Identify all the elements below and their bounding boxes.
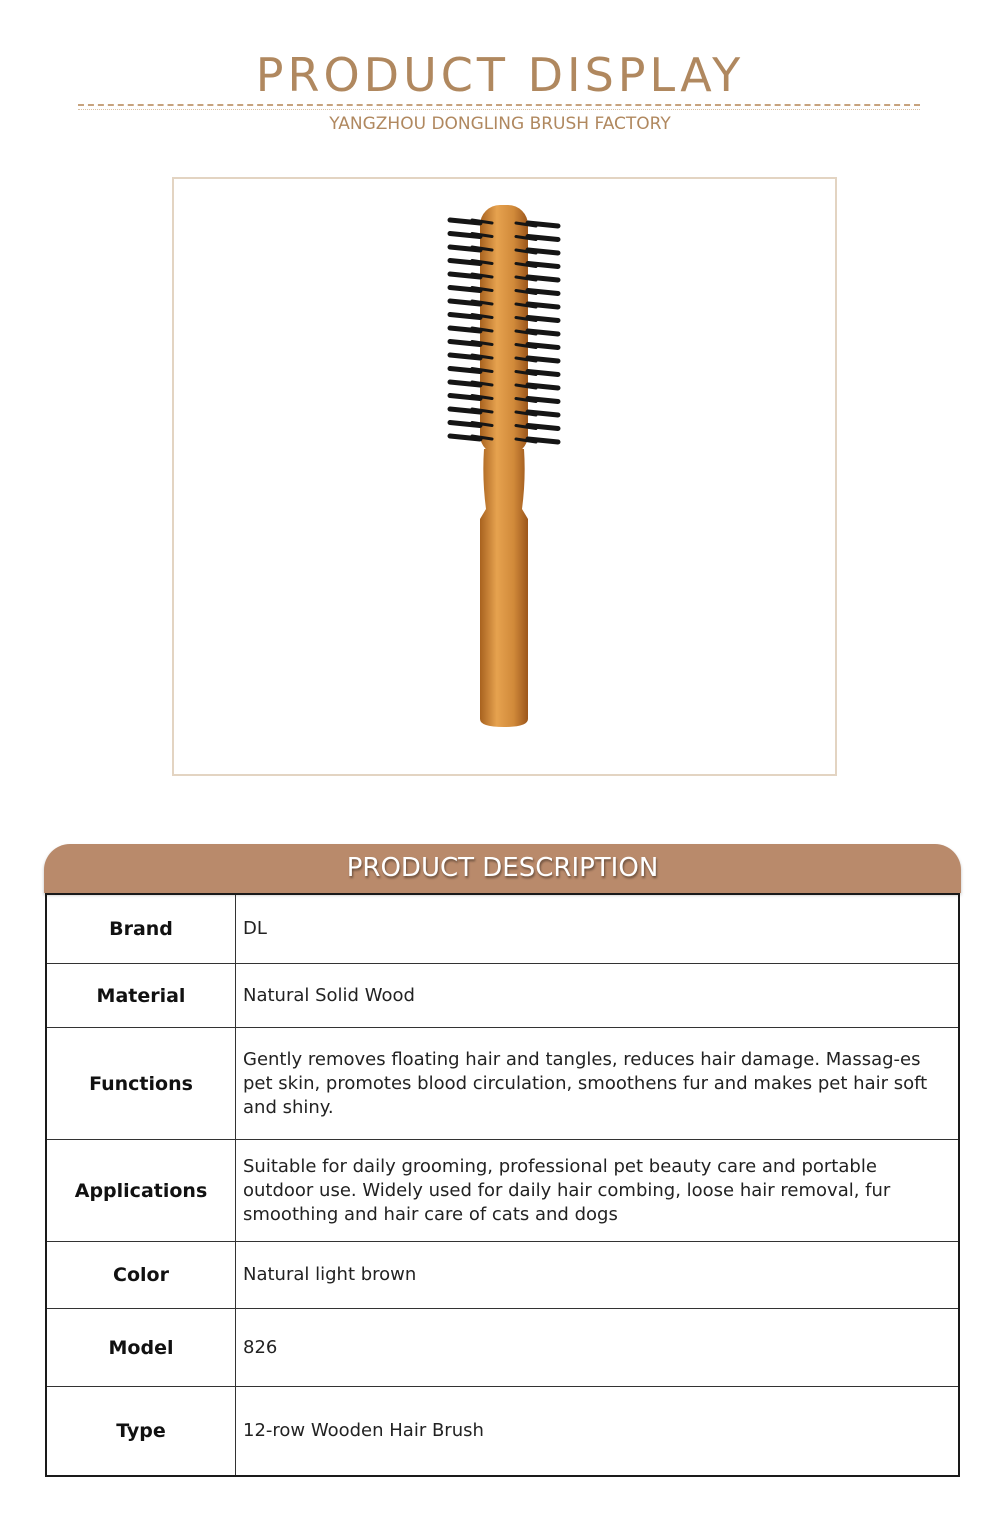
page-title: PRODUCT DISPLAY bbox=[255, 48, 745, 102]
round-brush-icon bbox=[174, 179, 835, 774]
product-photo bbox=[172, 177, 837, 776]
spec-label: Brand bbox=[47, 895, 236, 963]
spec-value: Gently removes floating hair and tangles, reduces hair damage. Massag-es pet skin, promotes blood circulation, smoothens fur and makes pet hair soft and shiny. bbox=[243, 1048, 928, 1118]
spec-row-model bbox=[47, 1309, 958, 1387]
spec-row-color bbox=[47, 1242, 958, 1309]
page-subtitle: YANGZHOU DONGLING BRUSH FACTORY bbox=[329, 114, 671, 134]
spec-value: 826 bbox=[243, 1336, 278, 1358]
title-divider bbox=[78, 104, 920, 110]
spec-row-type bbox=[47, 1387, 958, 1475]
spec-row-applications bbox=[47, 1140, 958, 1242]
spec-label: Functions bbox=[47, 1028, 236, 1139]
spec-value: 12-row Wooden Hair Brush bbox=[243, 1420, 484, 1441]
spec-value: Natural light brown bbox=[243, 1264, 417, 1285]
spec-label: Material bbox=[47, 964, 236, 1027]
spec-row-material bbox=[47, 964, 958, 1028]
spec-row-functions bbox=[47, 1028, 958, 1140]
spec-value: Natural Solid Wood bbox=[243, 984, 415, 1006]
spec-label: Model bbox=[47, 1309, 236, 1386]
spec-label: Type bbox=[47, 1387, 236, 1475]
spec-label: Applications bbox=[47, 1140, 236, 1241]
spec-value: Suitable for daily grooming, professional pet beauty care and portable outdoor use. Widely used for daily hair combing, loose hair removal, fur smoothing and hair care of cats and dogs bbox=[243, 1155, 891, 1225]
description-banner bbox=[44, 844, 961, 893]
spec-row-brand bbox=[47, 895, 958, 964]
spec-label: Color bbox=[47, 1242, 236, 1308]
watermark bbox=[702, 739, 707, 757]
spec-table bbox=[45, 893, 960, 1477]
spec-value: DL bbox=[243, 918, 267, 939]
description-title: PRODUCT DESCRIPTION bbox=[346, 853, 659, 883]
